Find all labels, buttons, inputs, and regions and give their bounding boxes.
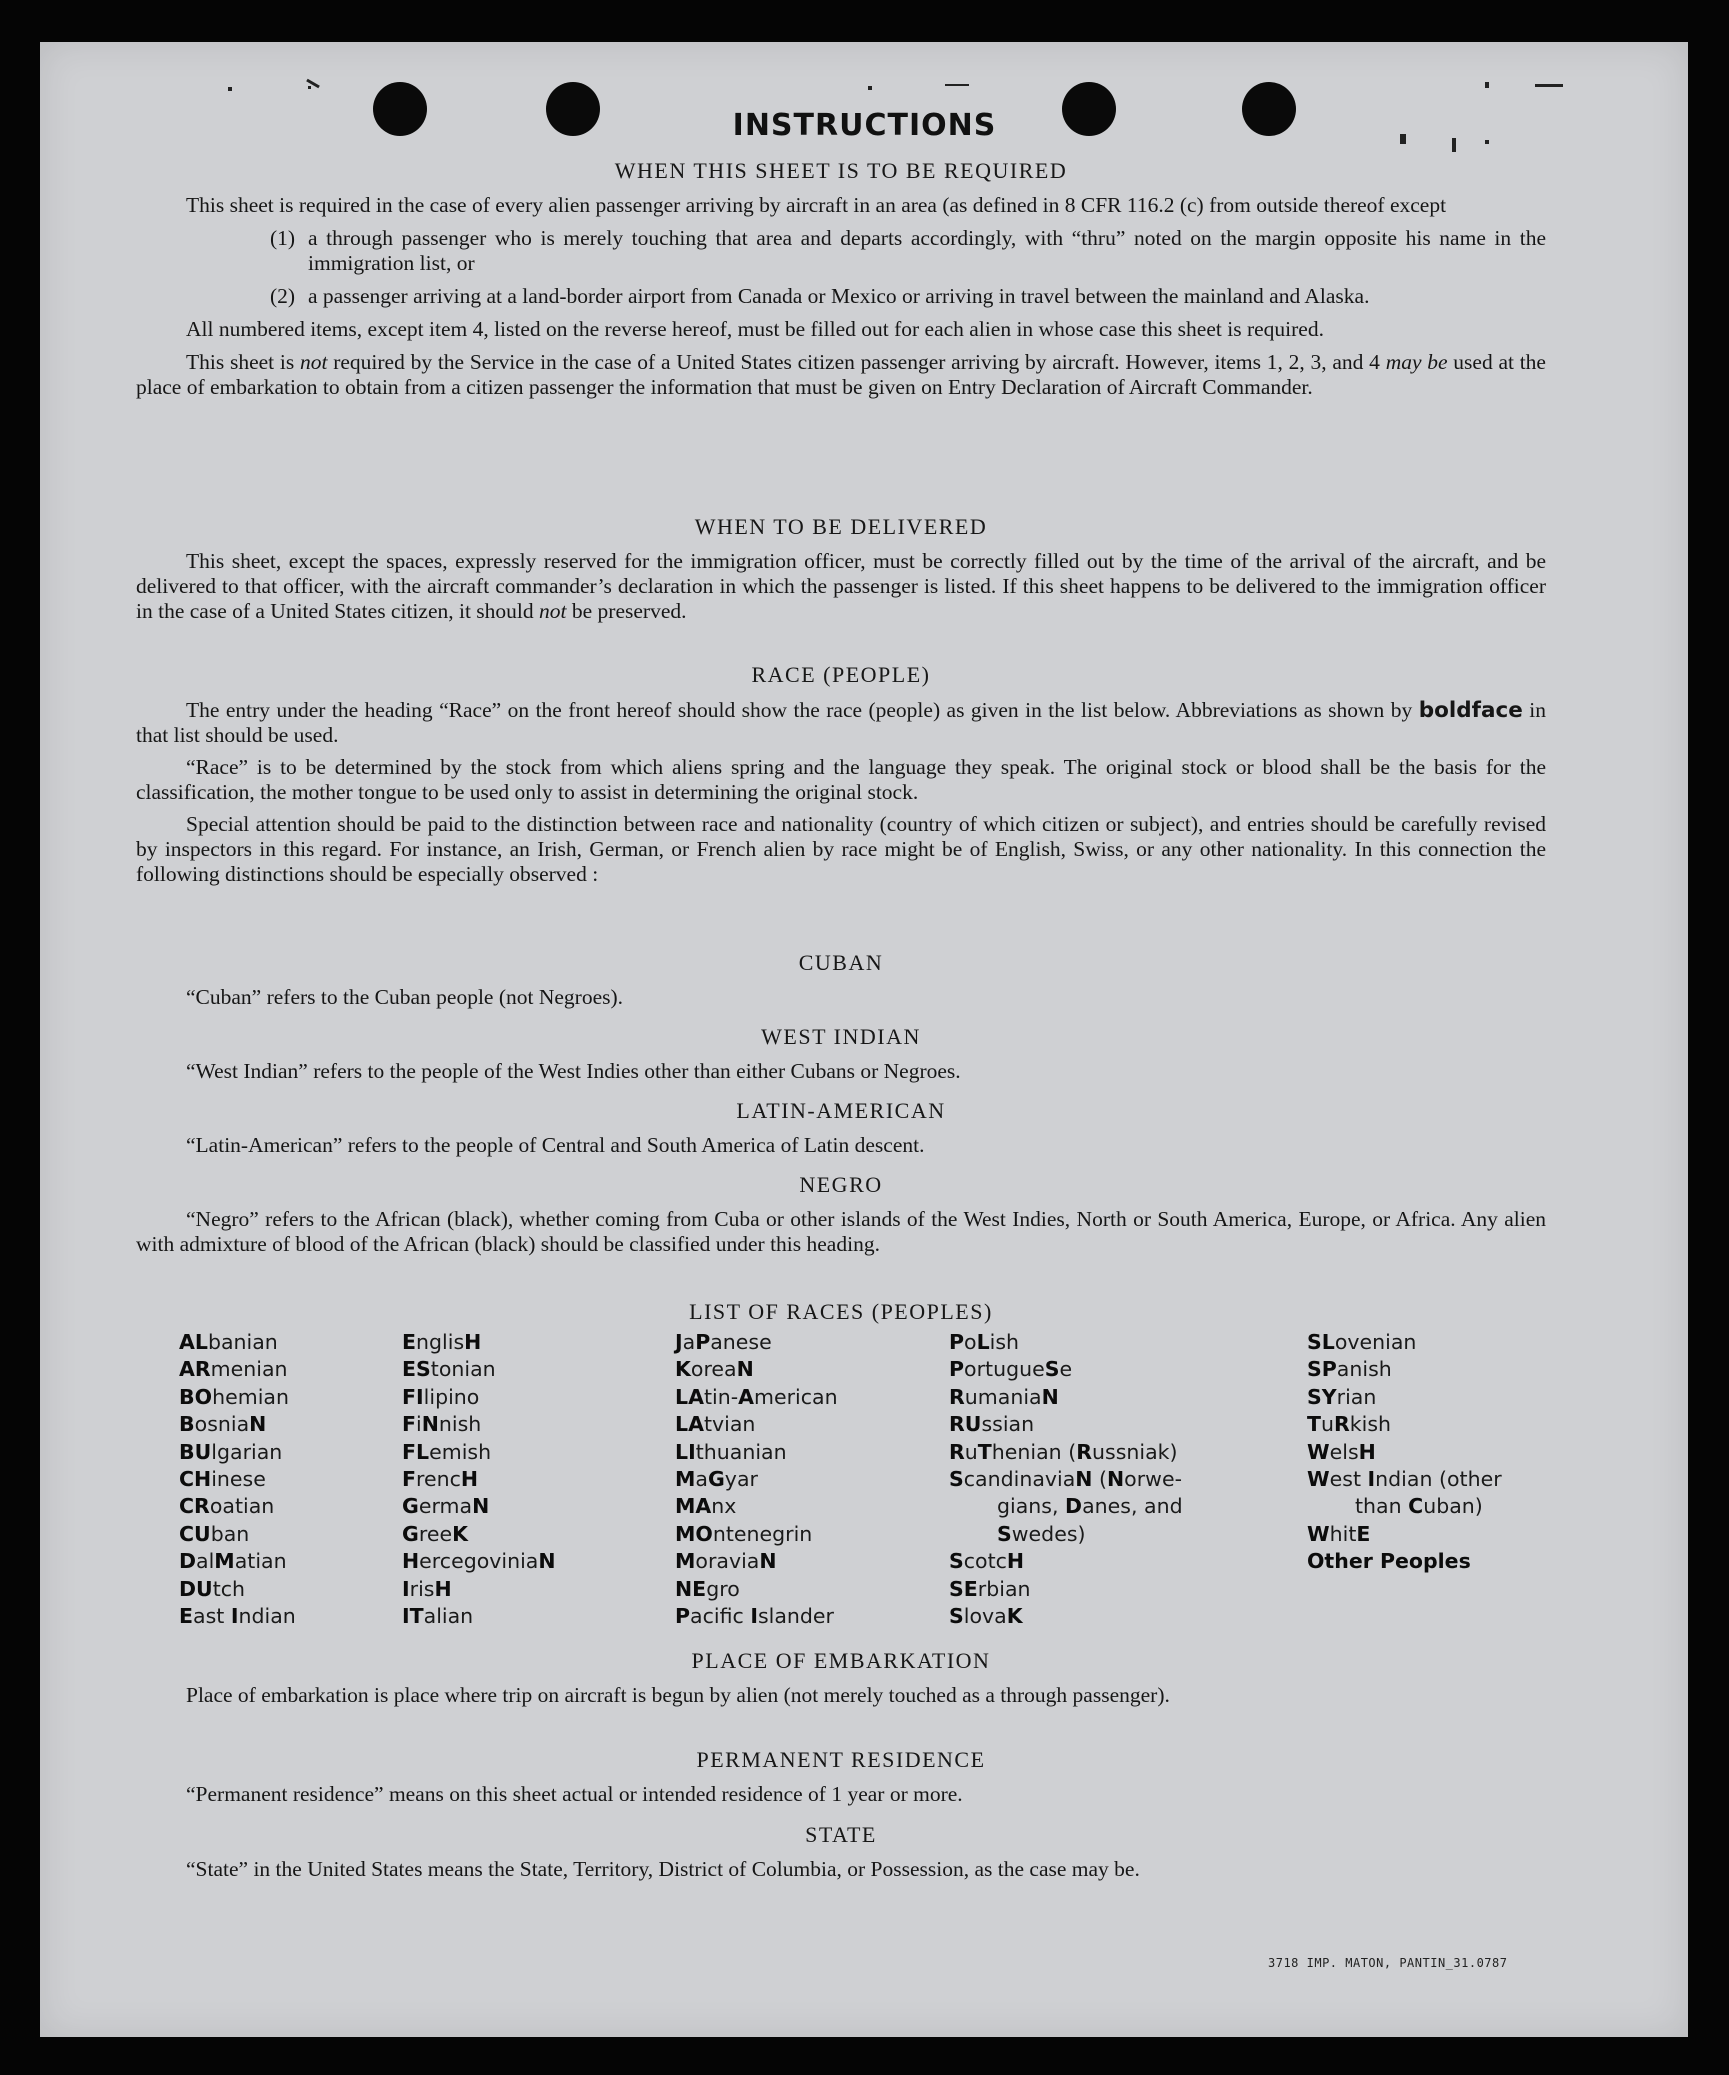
race-entry: BUlgarian [179, 1439, 283, 1464]
paragraph [136, 350, 1546, 400]
item-number: (2) [270, 284, 296, 308]
race-entry: BosniaN [179, 1412, 267, 1437]
paragraph: This sheet is required in the case of every alien passenger arriving by aircraft in an area (as defined in 8 CFR 116.2 (c) from outside thereof except [186, 193, 1447, 217]
race-entry: LAtvian [675, 1412, 756, 1437]
paragraph: “Negro” refers to the African (black), whether coming from Cuba or other islands of the West Indies, North or South America, Europe, or Africa. Any alien with admixture of blood of the African (black) should be classified under this heading. [136, 1207, 1546, 1256]
paragraph: “Race” is to be determined by the stock from which aliens spring and the language they speak. The original stock or blood shall be the basis for the classification, the mother tongue to be used only to assist in determining the original stock. [136, 755, 1546, 804]
section-heading: WHEN THIS SHEET IS TO BE REQUIRED [614, 158, 1068, 183]
item-text: a through passenger who is merely touching that area and departs accordingly, with “thru” noted on the margin opposite his name in the immigration list, or [308, 226, 1546, 275]
section-race-list [136, 1299, 1546, 1325]
section-heading: WHEN TO BE DELIVERED [694, 514, 988, 539]
paragraph [136, 549, 1546, 624]
race-entry: GermaN [402, 1494, 490, 1519]
race-entry: DUtch [179, 1576, 246, 1601]
race-column [675, 1329, 838, 1630]
race-entry: SlovaK [949, 1604, 1023, 1629]
text-run: used at the place of embarkation to obtain from a citizen passenger the information that must be given on Entry Declaration of Aircraft Commander. [136, 350, 1546, 399]
race-entry: MoraviaN [675, 1549, 777, 1574]
race-entry: MAnx [675, 1494, 737, 1519]
race-entry: LIthuanian [675, 1439, 787, 1464]
race-entry: SErbian [949, 1576, 1031, 1601]
section-heading: LIST OF RACES (PEOPLES) [689, 1299, 993, 1324]
section-latin-american [136, 1098, 1546, 1158]
paragraph: “West Indian” refers to the people of the West Indies other than either Cubans or Negroes. [186, 1059, 961, 1083]
race-column [402, 1329, 556, 1630]
item-number: (1) [270, 226, 296, 250]
race-entry: JaPanese [675, 1330, 772, 1354]
race-entry: CUban [179, 1521, 250, 1546]
race-entry: TuRkish [1307, 1412, 1392, 1437]
race-entry: SLovenian [1307, 1330, 1417, 1354]
race-entry: Swedes) [997, 1521, 1086, 1546]
race-entry: PortugueSe [949, 1357, 1073, 1382]
race-entry: IrisH [402, 1576, 452, 1601]
race-entry: ScotcH [949, 1549, 1025, 1574]
race-entry: Pacifc Islander [675, 1604, 834, 1629]
race-entry: LAtin-American [675, 1384, 838, 1409]
race-entry: GreeK [402, 1521, 468, 1546]
paragraph: “Permanent residence” means on this sheet actual or intended residence of 1 year or more. [186, 1782, 963, 1806]
race-entry: West Indian (other [1307, 1467, 1502, 1492]
race-entry: ScandinaviaN (Norwe- [949, 1467, 1182, 1492]
section-heading: NEGRO [799, 1172, 883, 1197]
race-entry: BOhemian [179, 1384, 289, 1409]
race-entry: HercegoviniaN [402, 1549, 556, 1574]
list-item [270, 226, 1546, 276]
text-run: required by the Service in the case of a United States citizen passenger arriving by aircraft. However, items 1, 2, 3, and 4 [327, 350, 1386, 374]
race-entry: ALbanian [179, 1330, 278, 1354]
race-entry: RumaniaN [949, 1384, 1059, 1409]
speck [868, 86, 872, 90]
italic-text: may be [1385, 350, 1448, 374]
section-state [136, 1822, 1546, 1882]
paragraph: “Cuban” refers to the Cuban people (not Negroes). [186, 985, 624, 1009]
item-text: a passenger arriving at a land-border airport from Canada or Mexico or arriving in travel between the mainland and Alaska. [308, 284, 1370, 308]
section-cuban [136, 950, 1546, 1010]
text-run: in that list should be used. [136, 698, 1546, 747]
speck [945, 84, 969, 86]
speck [228, 87, 232, 91]
race-entry: NEgro [675, 1576, 740, 1601]
paragraph: Place of embarkation is place where trip on aircraft is begun by alien (not merely touched as a through passenger). [186, 1683, 1170, 1707]
race-entry: EStonian [402, 1357, 496, 1382]
section-heading: RACE (PEOPLE) [751, 662, 931, 687]
paragraph [136, 698, 1546, 748]
race-entry: East Indian [179, 1604, 296, 1629]
section-heading: STATE [805, 1822, 877, 1847]
race-entry: KoreaN [675, 1357, 754, 1382]
race-column [949, 1329, 1183, 1630]
text-run: The entry under the heading “Race” on the front hereof should show the race (people) as given in the list below. Abbreviations as shown by [186, 698, 1419, 722]
race-column [179, 1329, 296, 1630]
text-run: This sheet is [186, 350, 300, 374]
paragraph: All numbered items, except item 4, listed on the reverse hereof, must be filled out for each alien in whose case this sheet is required. [186, 317, 1324, 341]
race-entry: SYrian [1307, 1384, 1377, 1409]
race-entry: gians, Danes, and [997, 1494, 1183, 1519]
race-entry: FrencH [402, 1467, 479, 1492]
bold-text: boldface [1418, 698, 1523, 723]
text-run: be preserved. [566, 599, 687, 623]
section-heading: LATIN-AMERICAN [736, 1098, 946, 1123]
section-when-required [136, 158, 1546, 400]
section-negro [136, 1172, 1546, 1257]
race-entry: CRoatian [179, 1494, 275, 1519]
race-entry: FIlipino [402, 1384, 480, 1409]
paragraph: “State” in the United States means the State, Territory, District of Columbia, or Possession, as the case may be. [186, 1857, 1140, 1881]
race-entry: RUssian [949, 1412, 1035, 1437]
paragraph: “Latin-American” refers to the people of Central and South America of Latin descent. [186, 1133, 925, 1157]
paragraph: Special attention should be paid to the distinction between race and nationality (country of which citizen or subject), and entries should be carefully revised by inspectors in this regard. For instance, an Irish, German, or French alien by race might be of English, Swiss, or any other nationality. In this connection the following distinctions should be especially observed : [136, 812, 1546, 886]
race-entry: ARmenian [179, 1357, 288, 1382]
race-entry: MOntenegrin [675, 1521, 813, 1546]
speck [308, 86, 311, 89]
race-entry: WelsH [1307, 1439, 1376, 1464]
section-heading: CUBAN [798, 950, 884, 975]
section-when-delivered [136, 514, 1546, 624]
section-west-indian [136, 1024, 1546, 1084]
race-entry: FLemish [402, 1439, 492, 1464]
race-entry: WhitE [1307, 1521, 1371, 1546]
italic-text: not [299, 350, 328, 374]
speck [1535, 84, 1563, 87]
race-entry: PoLish [949, 1330, 1020, 1354]
race-entry: ITalian [402, 1604, 474, 1629]
list-item [270, 284, 1546, 309]
section-heading: PLACE OF EMBARKATION [691, 1648, 991, 1673]
race-column [1307, 1329, 1502, 1576]
race-entry: EnglisH [402, 1330, 482, 1354]
race-entry: Other Peoples [1307, 1549, 1471, 1574]
printer-imprint: 3718 IMP. MATON, PANTIN_31.0787 [1268, 1956, 1508, 1970]
race-entry: FiNnish [402, 1412, 482, 1437]
section-permanent-residence [136, 1747, 1546, 1807]
speck [1485, 82, 1489, 88]
section-race [136, 662, 1546, 887]
race-entry: than Cuban) [1355, 1494, 1483, 1519]
race-entry: RuThenian (Russniak) [949, 1439, 1178, 1464]
race-entry: MaGyar [675, 1467, 758, 1492]
text-run: This sheet, except the spaces, expressly reserved for the immigration officer, must be correctly filled out by the time of the arrival of the aircraft, and be delivered to that officer, with the aircraft commander’s declaration in which the passenger is listed. If this sheet happens to be delivered to the immigration officer in the case of a United States citizen, it should [136, 549, 1546, 623]
section-heading: PERMANENT RESIDENCE [696, 1747, 986, 1772]
section-embarkation [136, 1648, 1546, 1708]
italic-text: not [539, 599, 567, 623]
race-entry: DalMatian [179, 1549, 287, 1574]
page-title: INSTRUCTIONS [732, 108, 997, 143]
section-heading: WEST INDIAN [761, 1024, 921, 1049]
race-entry: CHinese [179, 1467, 266, 1492]
race-entry: SPanish [1307, 1357, 1392, 1382]
